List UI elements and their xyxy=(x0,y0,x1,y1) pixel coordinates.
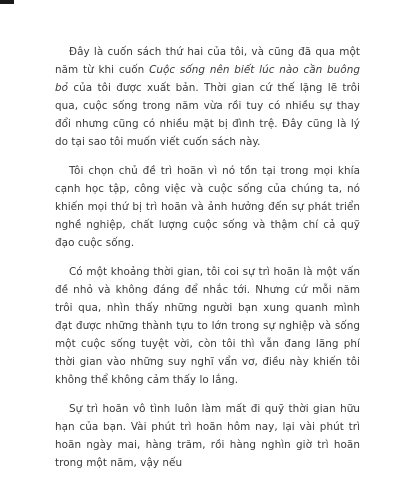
book-title: Cuộc sống nên biết lúc nào cần buông bỏ xyxy=(55,64,360,94)
paragraph-1-after: của tôi được xuất bản. Thời gian cứ thế lặng lẽ trôi qua, cuộc sống trong năm vừa rồi tuy có nhiều sự thay đổi nhưng cũng có nhiều mặt bị đình trệ. Đây cũng là lý do tại sao tôi muốn viết cuốn sách này. xyxy=(55,82,360,148)
paragraph-2: Tôi chọn chủ đề trì hoãn vì nó tồn tại trong mọi khía cạnh học tập, công việc và cuộc sống của chúng ta, nó khiến mọi thứ bị trì hoãn và ảnh hưởng đến sự phát triển nghề nghiệp, chất lượng cuộc sống và thậm chí cả quỹ đạo cuộc sống. xyxy=(55,165,360,249)
paragraph-1 xyxy=(55,43,360,151)
page-corner-mark xyxy=(0,0,14,4)
paragraph-1-before: Đây là cuốn sách thứ hai của tôi, và cũng đã qua một năm từ khi cuốn xyxy=(55,46,360,76)
paragraph-3: Có một khoảng thời gian, tôi coi sự trì hoãn là một vấn đề nhỏ và không đáng để nhắc tới. Nhưng cứ mỗi năm trôi qua, nhìn thấy những người bạn xung quanh mình đạt được những thành tựu to lớn trong sự nghiệp và sống một cuộc sống tuyệt vời, còn tôi thì vẫn đang lãng phí thời gian vào những suy nghĩ vẩn vơ, điều này khiến tôi không thể không cảm thấy lo lắng. xyxy=(55,266,360,386)
paragraph-4: Sự trì hoãn vô tình luôn làm mất đi quỹ thời gian hữu hạn của bạn. Vài phút trì hoãn hôm nay, lại vài phút trì hoãn ngày mai, hàng trăm, rồi hàng nghìn giờ trì hoãn trong một năm, vậy nếu xyxy=(55,403,360,469)
body-text xyxy=(55,43,360,483)
